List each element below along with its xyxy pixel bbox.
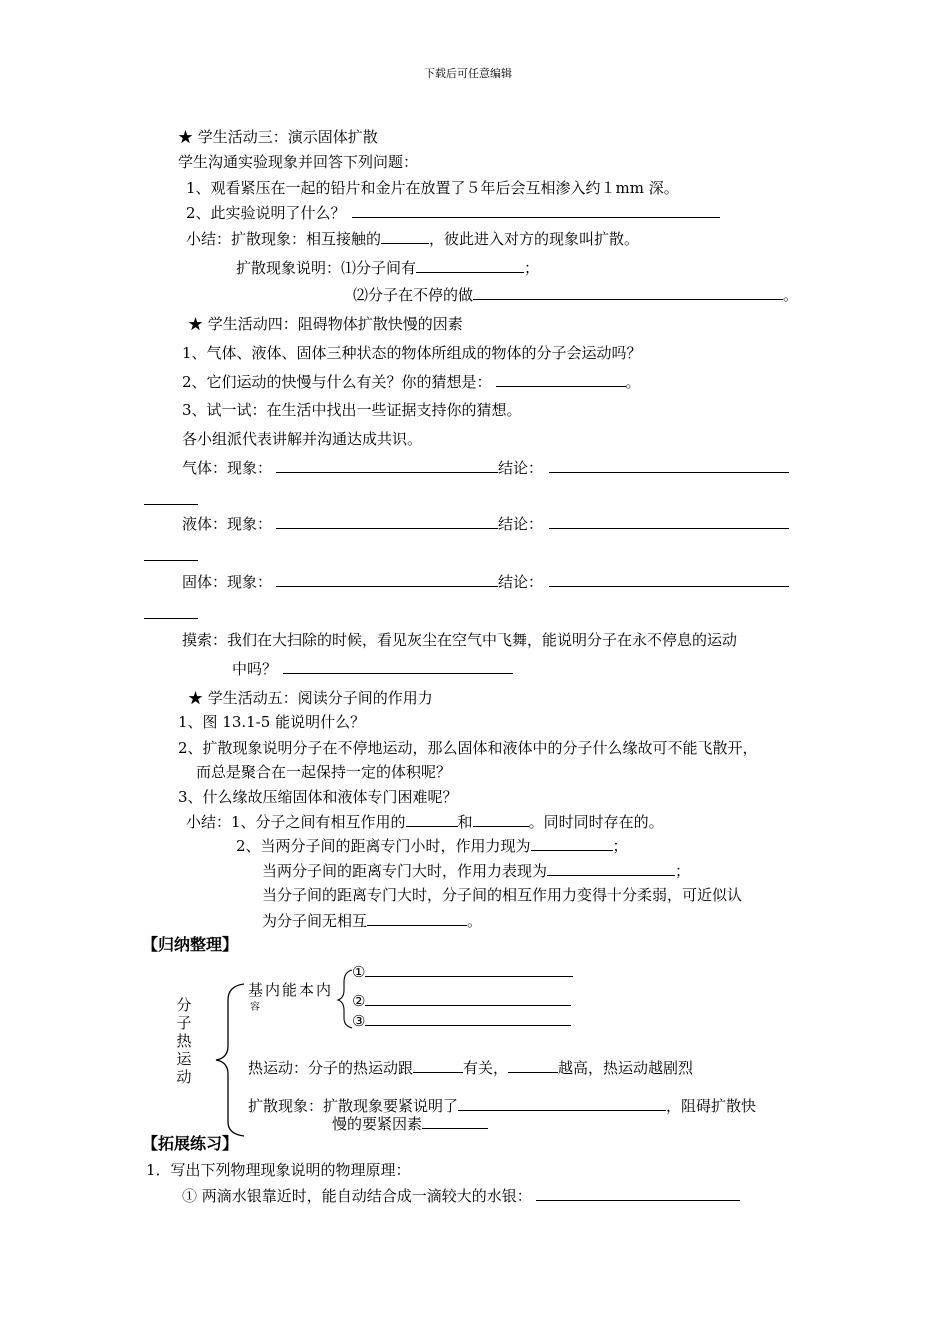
explore-line2-text: 中吗？ — [232, 660, 278, 678]
activity4-q2-end: 。 — [625, 373, 641, 391]
activity4-title: ★ 学生活动四：阻碍物体扩散快慢的因素 — [188, 315, 463, 333]
answer-blank[interactable] — [365, 991, 571, 1006]
heat-text-c: 越高，热运动越剧烈 — [558, 1059, 694, 1077]
s3-text: 当两分子间的距离专门大时，作用力表现为 — [262, 862, 548, 880]
answer-blank[interactable] — [508, 1058, 558, 1073]
solid-label: 固体：现象： — [182, 573, 273, 591]
heat-text-b: 有关， — [463, 1059, 509, 1077]
extension-q1a — [182, 1186, 740, 1206]
s1-text-c: 。同时同时存在的。 — [528, 813, 664, 831]
content-3-mark: ③ — [352, 1012, 366, 1030]
explore-line1: 摸索：我们在大扫除的时候，看见灰尘在空气中飞舞，能说明分子在永不停息的运动 — [182, 631, 738, 649]
activity5-summary4: 当分子间的距离专门大时，分子间的相互作用力变得十分柔弱，可近似认 — [262, 886, 743, 904]
liquid-label: 液体：现象： — [182, 515, 273, 533]
page-header: 下载后可任意编辑 — [424, 67, 512, 80]
summary1-text-a: 小结：扩散现象：相互接触的 — [186, 230, 382, 248]
answer-blank[interactable] — [365, 962, 573, 977]
answer-blank[interactable] — [536, 1186, 740, 1201]
activity4-q3: 3、试一试：在生活中找出一些证据支持你的猜想。 — [182, 401, 522, 419]
s1-text-a: 小结：1、分子之间有相互作用的 — [186, 813, 406, 831]
activity3-intro: 学生沟通实验现象并回答下列问题： — [178, 153, 419, 171]
content-1-mark: ① — [352, 963, 366, 981]
diff-text-c: 慢的要紧因素 — [332, 1115, 423, 1133]
diff-text-a: 扩散现象：扩散现象要紧说明了 — [248, 1097, 459, 1115]
summary-vertical-1: 分 — [176, 996, 192, 1014]
summary-vertical-3: 热 — [176, 1032, 192, 1050]
summary-vertical-4: 运 — [176, 1050, 192, 1068]
content-1 — [352, 962, 573, 982]
s5-end: 。 — [467, 912, 483, 930]
summary1-text-b: ，彼此进入对方的现象叫扩散。 — [429, 230, 640, 248]
answer-blank[interactable] — [365, 1011, 571, 1026]
activity4-q2-text: 2、它们运动的快慢与什么有关？你的猜想是： — [182, 373, 492, 391]
summary2-text: 扩散现象说明：⑴分子间有 — [236, 259, 417, 277]
extension-q1a-text: ① 两滴水银靠近时，能自动结合成一滴较大的水银： — [182, 1187, 532, 1205]
content-2-mark: ② — [352, 992, 366, 1010]
activity4-q1: 1、气体、液体、固体三种状态的物体所组成的物体的分子会运动吗？ — [182, 344, 642, 362]
activity5-q2b: 而总是聚合在一起保持一定的体积呢？ — [196, 763, 452, 781]
answer-blank[interactable] — [413, 1058, 463, 1073]
gas-label: 气体：现象： — [182, 459, 273, 477]
extension-q1: 1．写出下列物理现象说明的物理原理： — [146, 1161, 411, 1179]
activity5-q1: 1、图 13.1-5 能说明什么？ — [178, 713, 366, 731]
diff-text-b: ，阻碍扩散快 — [666, 1097, 757, 1115]
content-3 — [352, 1011, 571, 1031]
gas-conclusion-label: 结论： — [498, 459, 544, 477]
activity5-q2a: 2、扩散现象说明分子在不停地运动，那么固体和液体中的分子什么缘故可不能飞散开， — [178, 739, 758, 757]
s1-text-b: 和 — [457, 813, 473, 831]
heat-text-a: 热运动：分子的热运动跟 — [248, 1059, 414, 1077]
summary-basic: 基内能本内 — [248, 981, 334, 999]
diffusion-row — [248, 1096, 756, 1116]
diffusion-row2 — [332, 1114, 488, 1134]
activity3-q2-text: 2、此实验说明了什么？ — [186, 204, 346, 222]
summary-basic-small: 容 — [250, 1002, 260, 1013]
heat-motion-row — [248, 1058, 693, 1078]
s2-end: ； — [612, 837, 628, 855]
summary3-end: 。 — [783, 286, 799, 304]
answer-blank[interactable] — [422, 1114, 488, 1129]
activity3-q1: 1、观看紧压在一起的铅片和金片在放置了５年后会互相渗入约１mm 深。 — [186, 179, 679, 197]
answer-blank[interactable] — [458, 1096, 666, 1111]
activity5-q3: 3、什么缘故压缩固体和液体专门困难呢？ — [178, 788, 458, 806]
summary3-text: ⑵分子在不停的做 — [353, 286, 474, 304]
summary-vertical-5: 动 — [176, 1068, 192, 1086]
summary2-end: ； — [524, 259, 540, 277]
extension-heading: 【拓展练习】 — [142, 1134, 239, 1153]
liquid-conclusion-label: 结论： — [498, 515, 544, 533]
activity4-group: 各小组派代表讲解并沟通达成共识。 — [182, 430, 423, 448]
activity3-title: ★ 学生活动三：演示固体扩散 — [178, 128, 378, 146]
s2-text: 2、当两分子间的距离专门小时，作用力现为 — [236, 837, 531, 855]
summary-heading: 【归纳整理】 — [142, 935, 239, 954]
content-2 — [352, 991, 571, 1011]
s5-text: 为分子间无相互 — [262, 912, 368, 930]
solid-conclusion-label: 结论： — [498, 573, 544, 591]
s3-end: ； — [675, 862, 691, 880]
activity5-title: ★ 学生活动五：阅读分子间的作用力 — [188, 689, 433, 707]
summary-vertical-2: 子 — [176, 1014, 192, 1032]
